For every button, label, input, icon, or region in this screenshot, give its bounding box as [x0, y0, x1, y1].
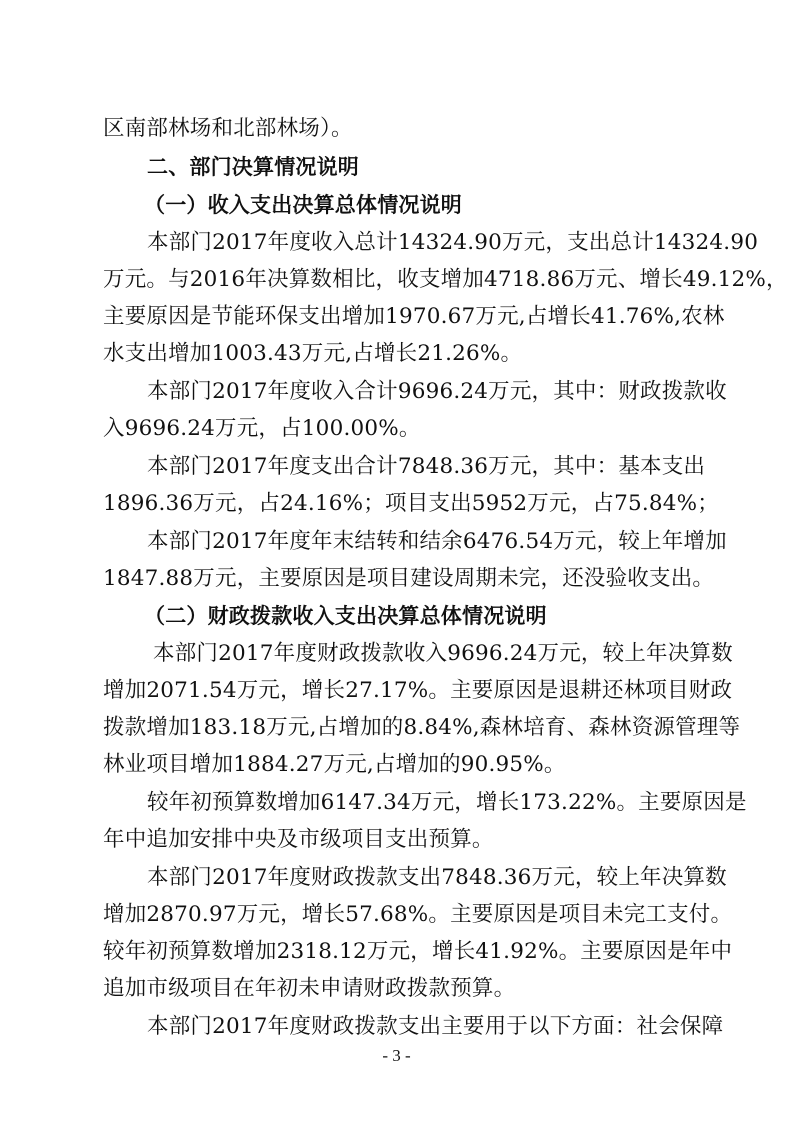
paragraph-line: 本部门2017年度财政拨款支出主要用于以下方面：社会保障	[147, 1014, 724, 1039]
paragraph-line: 增加2071.54万元，增长27.17%。主要原因是退耕还林项目财政	[103, 678, 733, 703]
paragraph-line: 本部门2017年度年末结转和结余6476.54万元，较上年增加	[147, 529, 727, 554]
paragraph-line: 1847.88万元，主要原因是项目建设周期未完，还没验收支出。	[103, 566, 715, 591]
paragraph-line: 主要原因是节能环保支出增加1970.67万元,占增长41.76%,农林	[103, 304, 725, 329]
page-number: - 3 -	[382, 1046, 411, 1065]
paragraph-line: 林业项目增加1884.27万元,占增加的90.95%。	[103, 752, 566, 777]
paragraph-line: 1896.36万元，占24.16%；项目支出5952万元，占75.84%；	[103, 491, 719, 516]
paragraph-line: 水支出增加1003.43万元,占增长21.26%。	[103, 341, 523, 366]
paragraph-line: 本部门2017年度财政拨款收入9696.24万元，较上年决算数	[153, 641, 733, 666]
subsection-heading-1: （一）收入支出决算总体情况说明	[144, 192, 462, 217]
section-heading: 二、部门决算情况说明	[147, 155, 359, 179]
paragraph-line: 较年初预算数增加2318.12万元，增长41.92%。主要原因是年中	[103, 939, 733, 964]
paragraph-line: 增加2870.97万元，增长57.68%。主要原因是项目未完工支付。	[103, 902, 733, 927]
paragraph-line: 较年初预算数增加6147.34万元，增长173.22%。主要原因是	[147, 790, 747, 815]
paragraph-line: 本部门2017年度收入合计9696.24万元，其中：财政拨款收	[147, 379, 727, 404]
paragraph-line: 追加市级项目在年初未申请财政拨款预算。	[103, 976, 516, 1001]
paragraph-continuation: 区南部林场和北部林场）。	[103, 116, 353, 141]
paragraph-line: 本部门2017年度收入总计14324.90万元，支出总计14324.90	[147, 230, 759, 255]
paragraph-line: 年中追加安排中央及市级项目支出预算。	[103, 827, 494, 852]
paragraph-line: 万元。与2016年决算数相比，收支增加4718.86万元、增长49.12%，	[103, 267, 788, 292]
paragraph-line: 拨款增加183.18万元,占增加的8.84%,森林培育、森林资源管理等	[103, 715, 741, 740]
paragraph-line: 入9696.24万元，占100.00%。	[103, 416, 421, 441]
subsection-heading-2: （二）财政拨款收入支出决算总体情况说明	[144, 603, 547, 628]
paragraph-line: 本部门2017年度支出合计7848.36万元，其中：基本支出	[147, 454, 706, 479]
paragraph-line: 本部门2017年度财政拨款支出7848.36万元，较上年决算数	[147, 865, 727, 890]
